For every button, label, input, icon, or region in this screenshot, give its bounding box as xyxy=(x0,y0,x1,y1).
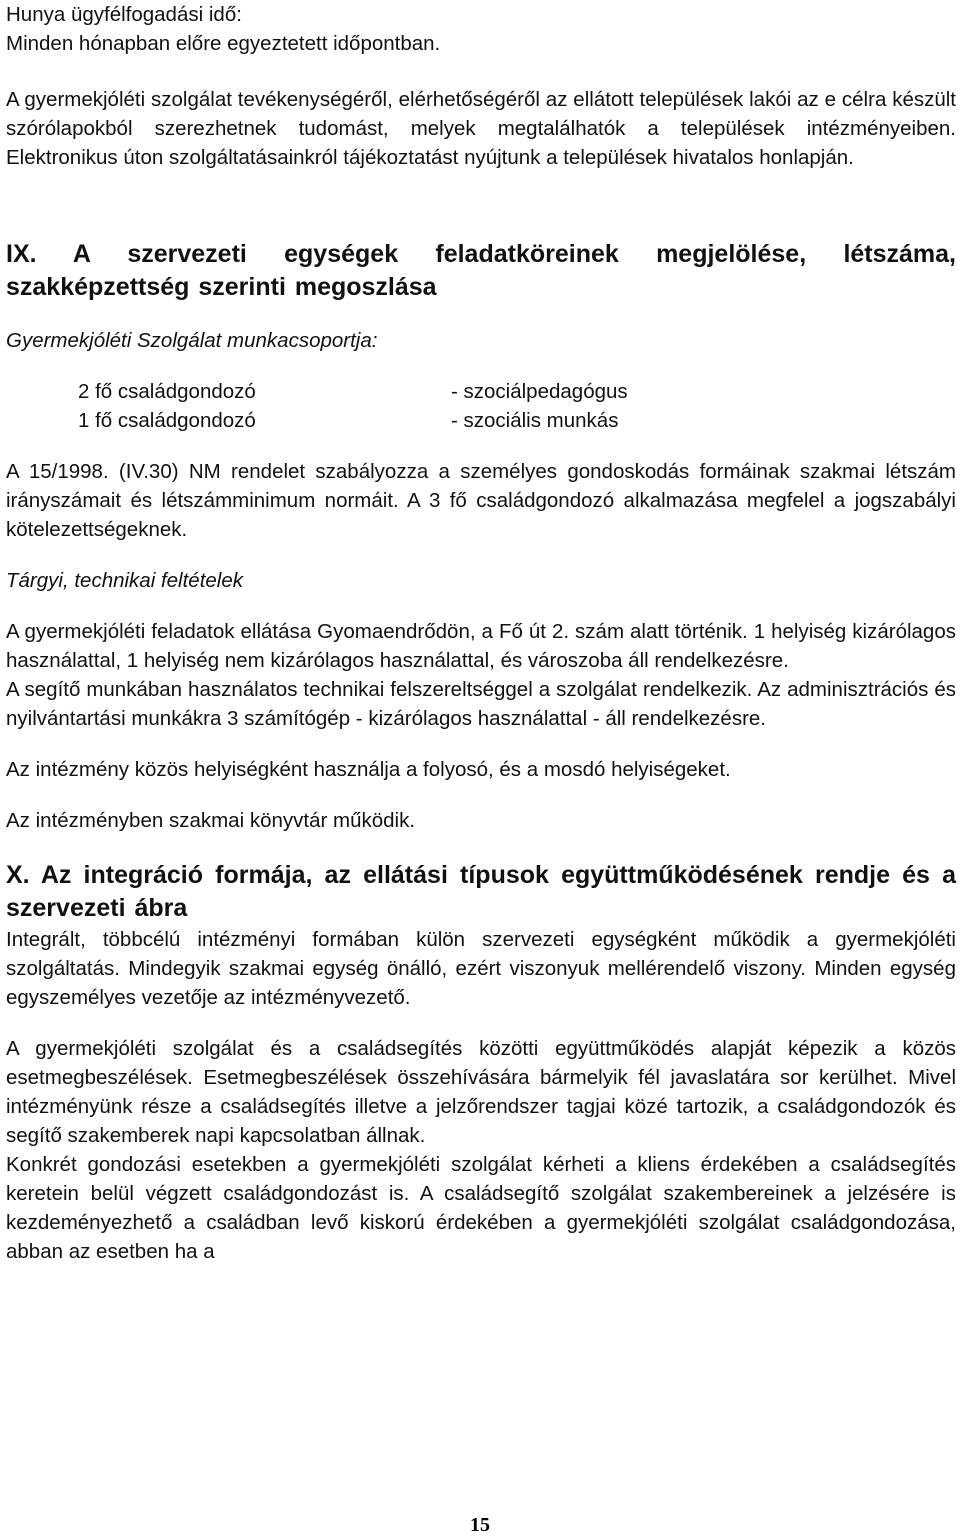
integration-paragraph-3: Konkrét gondozási esetekben a gyermekjóléti szolgálat kérheti a kliens érdekében a családsegítés keretein belül végzett családgondozást is. A családsegítő szolgálat szakembereinek a jelzésére is kezdeményezhető a családban levő kiskorú érdekében a gyermekjóléti szolgálat családgondozása, abban az esetben ha a xyxy=(6,1153,956,1263)
conditions-paragraph-2: A segítő munkában használatos technikai felszereltséggel a szolgálat rendelkezik. Az adminisztrációs és nyilvántartási munkákra 3 számítógép - kizárólagos használattal - áll rendelkezésre. xyxy=(6,678,956,730)
office-hours-label: Hunya ügyfélfogadási idő: xyxy=(6,3,242,26)
office-hours-value: Minden hónapban előre egyeztetett időpontban. xyxy=(6,32,441,55)
team-title: Gyermekjóléti Szolgálat munkacsoportja: xyxy=(6,329,378,352)
staff-qualification: - szociális munkás xyxy=(451,409,619,432)
conditions-title: Tárgyi, technikai feltételek xyxy=(6,569,244,592)
staff-qualification: - szociálpedagógus xyxy=(451,380,628,403)
integration-paragraph-2: A gyermekjóléti szolgálat és a családsegítés közötti együttműködés alapját képezik a közös esetmegbeszélések. Esetmegbeszélések összehívására bármelyik fél javaslatára sor kerülhet. Mivel intézményünk része a családsegítés illetve a jelzőrendszer tagjai közé tartozik, a családgondozók és segítő szakemberek napi kapcsolatban állnak. xyxy=(6,1037,956,1147)
intro-paragraph: A gyermekjóléti szolgálat tevékenységéről, elérhetőségéről az ellátott települések lakói az e célra készült szórólapokból szerezhetnek tudomást, melyek megtalálhatók a települések intézményeiben. Elektronikus úton szolgáltatásainkról tájékoztatást nyújtunk a települések hivatalos honlapján. xyxy=(6,88,956,169)
document-page xyxy=(6,0,956,1266)
page-number: 15 xyxy=(470,1514,490,1536)
staff-count: 2 fő családgondozó xyxy=(78,380,256,403)
staff-row xyxy=(6,377,956,406)
section-9-heading: IX. A szervezeti egységek feladatköreinek megjelölése, létszáma, szakképzettség szerinti megoszlása xyxy=(6,240,956,301)
conditions-paragraph-4: Az intézményben szakmai könyvtár működik. xyxy=(6,809,416,832)
integration-paragraph-1: Integrált, többcélú intézményi formában külön szervezeti egységként működik a gyermekjóléti szolgáltatás. Mindegyik szakmai egység önálló, ezért viszonyuk mellérendelő viszony. Minden egység egyszemélyes vezetője az intézményvezető. xyxy=(6,928,956,1009)
conditions-paragraph-1: A gyermekjóléti feladatok ellátása Gyomaendrődön, a Fő út 2. szám alatt történik. 1 helyiség kizárólagos használattal, 1 helyiség nem kizárólagos használattal, és városzoba áll rendelkezésre. xyxy=(6,620,956,672)
section-10-heading: X. Az integráció formája, az ellátási típusok együttműködésének rendje és a szervezeti ábra xyxy=(6,861,956,922)
staff-count: 1 fő családgondozó xyxy=(78,409,256,432)
regulation-paragraph: A 15/1998. (IV.30) NM rendelet szabályozza a személyes gondoskodás formáinak szakmai létszám irányszámait és létszámminimum normáit. A 3 fő családgondozó alkalmazása megfelel a jogszabályi kötelezettségeknek. xyxy=(6,460,956,541)
staff-row xyxy=(6,406,956,435)
conditions-paragraph-3: Az intézmény közös helyiségként használja a folyosó, és a mosdó helyiségeket. xyxy=(6,758,731,781)
